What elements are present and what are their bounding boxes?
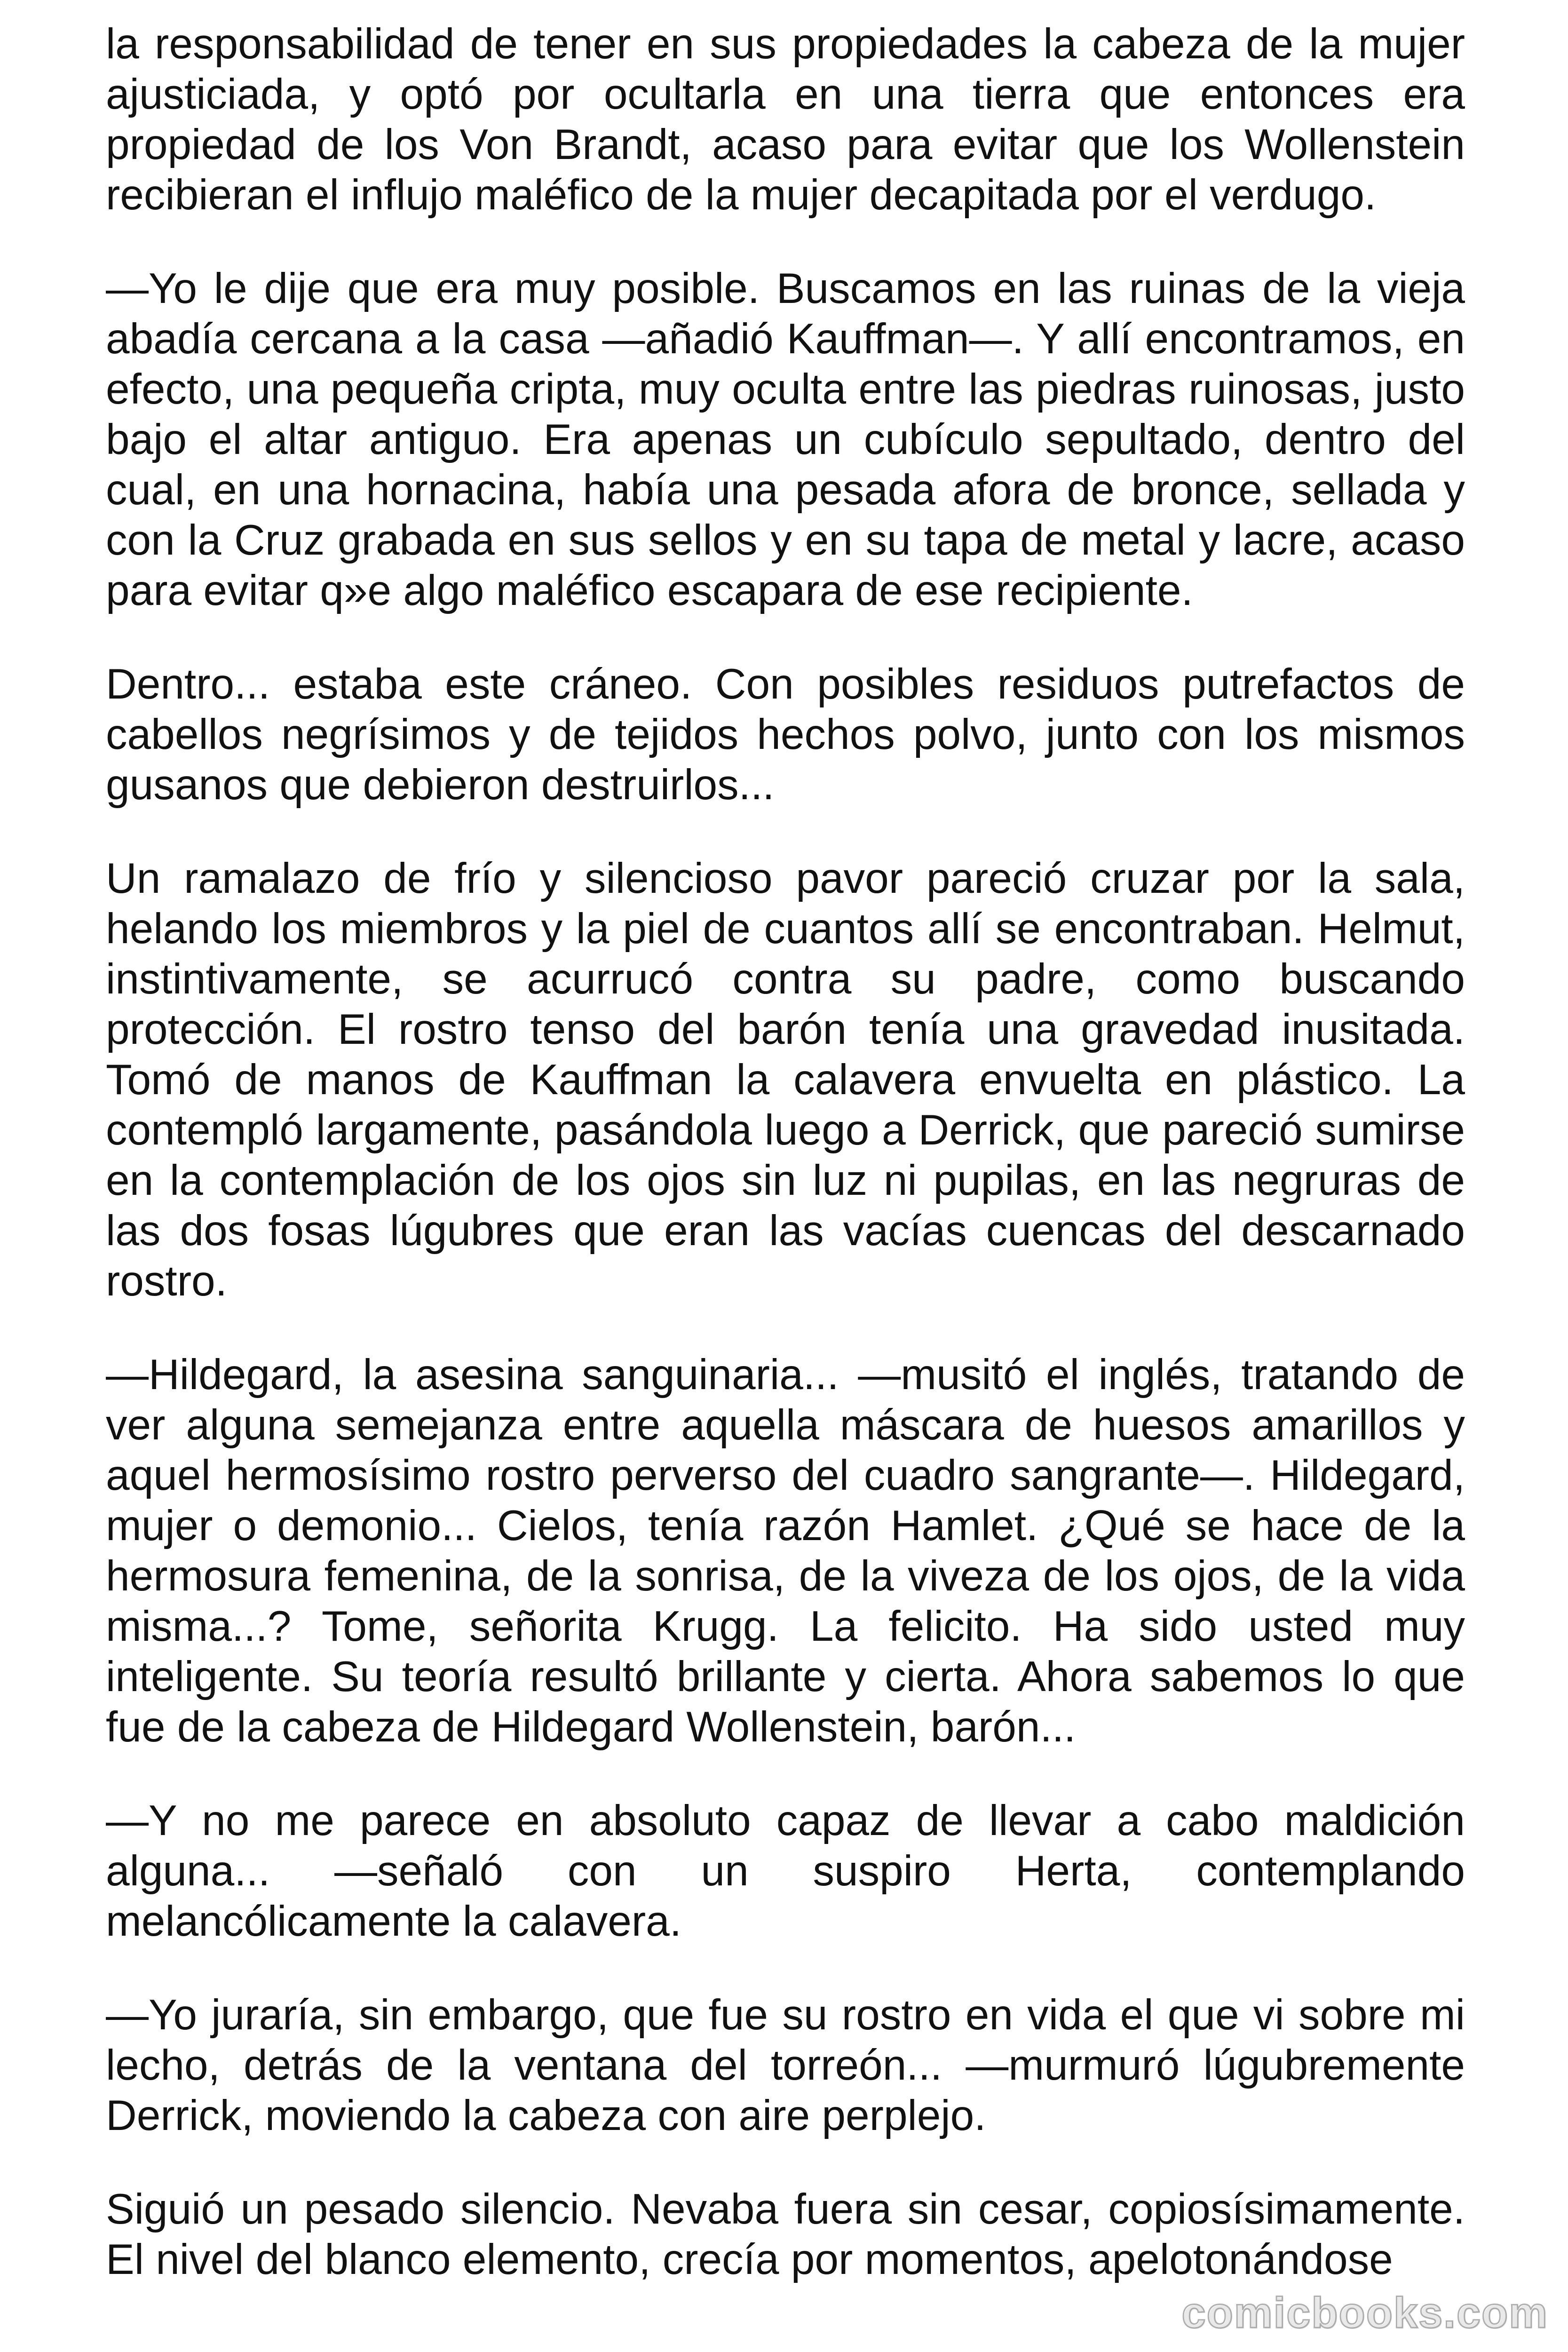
document-page [106,19,1465,2343]
paragraph-7: —Yo juraría, sin embargo, que fue su rostro en vida el que vi sobre mi lecho, detrás de la ventana del torreón... —murmuró lúgubremente Derrick, moviendo la cabeza con aire perplejo. [106,1991,1465,2139]
paragraph-1: la responsabilidad de tener en sus propiedades la cabeza de la mujer ajusticiada, y optó por ocultarla en una tierra que entonces era propiedad de los Von Brandt, acaso para evitar que los Wollenstein recibieran el influjo maléfico de la mujer decapitada por el verdugo. [106,20,1465,219]
paragraph-3: Dentro... estaba este cráneo. Con posibles residuos putrefactos de cabellos negrísimos y de tejidos hechos polvo, junto con los mismos gusanos que debieron destruirlos... [106,660,1465,809]
watermark-logo: comicbooks.com [1181,2289,1548,2337]
paragraph-4: Un ramalazo de frío y silencioso pavor pareció cruzar por la sala, helando los miembros y la piel de cuantos allí se encontraban. Helmut, instintivamente, se acurrucó contra su padre, como buscando protección. El rostro tenso del barón tenía una gravedad inusitada. Tomó de manos de Kauffman la calavera envuelta en plástico. La contempló largamente, pasándola luego a Derrick, que pareció sumirse en la contemplación de los ojos sin luz ni pupilas, en las negruras de las dos fosas lúgubres que eran las vacías cuencas del descarnado rostro. [106,855,1465,1305]
paragraph-8: Siguió un pesado silencio. Nevaba fuera sin cesar, copiosísimamente. El nivel del blanco elemento, crecía por momentos, apelotonándose [106,2185,1465,2283]
paragraph-2: —Yo le dije que era muy posible. Buscamos en las ruinas de la vieja abadía cercana a la casa —añadió Kauffman—. Y allí encontramos, en efecto, una pequeña cripta, muy oculta entre las piedras ruinosas, justo bajo el altar antiguo. Era apenas un cubículo sepultado, dentro del cual, en una hornacina, había una pesada afora de bronce, sellada y con la Cruz grabada en sus sellos y en su tapa de metal y lacre, acaso para evitar q»e algo maléfico escapara de ese recipiente. [106,265,1465,614]
paragraph-5: —Hildegard, la asesina sanguinaria... —musitó el inglés, tratando de ver alguna semejanza entre aquella máscara de huesos amarillos y aquel hermosísimo rostro perverso del cuadro sangrante—. Hildegard, mujer o demonio... Cielos, tenía razón Hamlet. ¿Qué se hace de la hermosura femenina, de la sonrisa, de la viveza de los ojos, de la vida misma...? Tome, señorita Krugg. La felicito. Ha sido usted muy inteligente. Su teoría resultó brillante y cierta. Ahora sabemos lo que fue de la cabeza de Hildegard Wollenstein, barón... [106,1351,1465,1751]
paragraph-6: —Y no me parece en absoluto capaz de llevar a cabo maldición alguna... —señaló con un suspiro Herta, contemplando melancólicamente la calavera. [106,1797,1465,1945]
